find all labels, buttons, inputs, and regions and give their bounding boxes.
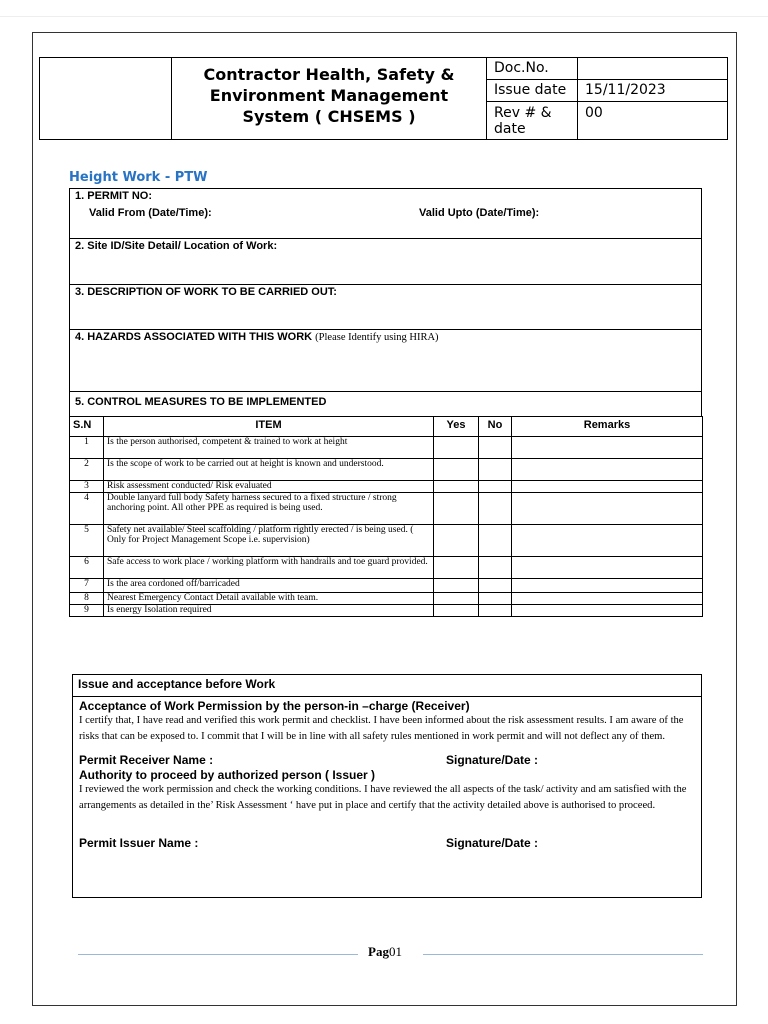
row-item: Safe access to work place / working platform with handrails and toe guard provided.: [104, 557, 434, 579]
row-remarks-cell[interactable]: [512, 525, 703, 557]
issuer-signature-label: Signature/Date :: [446, 836, 539, 850]
rev-label: Rev # & date: [487, 102, 578, 140]
row-no-cell[interactable]: [479, 593, 512, 605]
footer-rule-right: [423, 954, 703, 955]
row-item: Risk assessment conducted/ Risk evaluated: [104, 481, 434, 493]
issue-heading: Issue and acceptance before Work: [73, 675, 701, 697]
row-remarks-cell[interactable]: [512, 593, 703, 605]
row-sn: 2: [70, 459, 104, 481]
validity-row: [75, 207, 696, 219]
table-row: [70, 525, 703, 557]
row-no-cell[interactable]: [479, 493, 512, 525]
row-sn: 9: [70, 605, 104, 617]
permit-no-label: 1. PERMIT NO:: [75, 190, 153, 202]
receiver-signature-label: Signature/Date :: [446, 753, 539, 767]
document-title: Contractor Health, Safety & Environment Management System ( CHSEMS ): [172, 58, 487, 140]
row-remarks-cell[interactable]: [512, 493, 703, 525]
row-sn: 3: [70, 481, 104, 493]
row-remarks-cell[interactable]: [512, 605, 703, 617]
rev-value: 00: [578, 102, 728, 140]
row-remarks-cell[interactable]: [512, 481, 703, 493]
row-remarks-cell[interactable]: [512, 579, 703, 593]
col-header-no: No: [479, 417, 512, 437]
permit-form: [69, 188, 702, 417]
hazards-note: (Please Identify using HIRA): [315, 332, 439, 343]
table-row: [70, 493, 703, 525]
site-detail-block: [70, 239, 701, 285]
issuer-name-label: Permit Issuer Name :: [79, 836, 199, 850]
checklist-table: [69, 416, 703, 617]
row-yes-cell[interactable]: [434, 605, 479, 617]
row-yes-cell[interactable]: [434, 557, 479, 579]
page-prefix: Pag: [368, 944, 389, 959]
page-footer: [78, 944, 703, 964]
row-yes-cell[interactable]: [434, 481, 479, 493]
table-row: [70, 557, 703, 579]
row-item: Is the person authorised, competent & trained to work at height: [104, 437, 434, 459]
document-header: [39, 57, 728, 140]
row-item: Double lanyard full body Safety harness secured to a fixed structure / strong anchoring point. All other PPE as required is being used.: [104, 493, 434, 525]
row-remarks-cell[interactable]: [512, 437, 703, 459]
row-no-cell[interactable]: [479, 459, 512, 481]
row-sn: 4: [70, 493, 104, 525]
row-remarks-cell[interactable]: [512, 459, 703, 481]
col-header-item: ITEM: [104, 417, 434, 437]
top-divider: [0, 16, 768, 17]
authority-title: Authority to proceed by authorized person ( Issuer ): [79, 768, 376, 782]
control-label: 5. CONTROL MEASURES TO BE IMPLEMENTED: [75, 396, 327, 408]
valid-upto-label: Valid Upto (Date/Time):: [419, 207, 540, 219]
row-yes-cell[interactable]: [434, 579, 479, 593]
row-yes-cell[interactable]: [434, 593, 479, 605]
table-row: [70, 593, 703, 605]
description-label: 3. DESCRIPTION OF WORK TO BE CARRIED OUT:: [75, 286, 337, 298]
row-sn: 6: [70, 557, 104, 579]
issue-date-label: Issue date: [487, 80, 578, 102]
row-yes-cell[interactable]: [434, 459, 479, 481]
issue-date-value: 15/11/2023: [578, 80, 728, 102]
hazards-block: [70, 330, 701, 392]
row-item: Nearest Emergency Contact Detail available with team.: [104, 593, 434, 605]
row-yes-cell[interactable]: [434, 437, 479, 459]
page-number-value: 01: [388, 944, 402, 959]
logo-cell: [40, 58, 172, 140]
row-item: Safety net available/ Steel scaffolding / platform rightly erected / is being used. ( Only for Project Management Scope i.e. supervision): [104, 525, 434, 557]
row-remarks-cell[interactable]: [512, 557, 703, 579]
page-number: [368, 944, 402, 960]
receiver-signature-row: [73, 753, 701, 767]
section-title: Height Work - PTW: [69, 170, 208, 185]
authority-text: I reviewed the work permission and check the working conditions. I have reviewed the all aspects of the task/ activity and am satisfied with the arrangements as detailed in the’ Risk Assessment ‘ have put in place and certify that the activity detailed above is authorised to proceed.: [79, 784, 687, 811]
row-sn: 7: [70, 579, 104, 593]
row-sn: 5: [70, 525, 104, 557]
control-block: [70, 392, 701, 416]
description-block: [70, 285, 701, 330]
table-row: [70, 481, 703, 493]
site-detail-label: 2. Site ID/Site Detail/ Location of Work:: [75, 240, 278, 252]
row-no-cell[interactable]: [479, 579, 512, 593]
row-no-cell[interactable]: [479, 525, 512, 557]
row-no-cell[interactable]: [479, 605, 512, 617]
table-row: [70, 437, 703, 459]
issuer-signature-row: [73, 836, 701, 850]
checklist-header-row: [70, 417, 703, 437]
row-yes-cell[interactable]: [434, 525, 479, 557]
row-no-cell[interactable]: [479, 481, 512, 493]
row-sn: 8: [70, 593, 104, 605]
col-header-yes: Yes: [434, 417, 479, 437]
hazards-label: 4. HAZARDS ASSOCIATED WITH THIS WORK: [75, 331, 313, 343]
table-row: [70, 459, 703, 481]
doc-no-value: [578, 58, 728, 80]
permit-no-block: [70, 189, 701, 239]
row-yes-cell[interactable]: [434, 493, 479, 525]
doc-no-label: Doc.No.: [487, 58, 578, 80]
footer-rule-left: [78, 954, 358, 955]
row-sn: 1: [70, 437, 104, 459]
receiver-name-label: Permit Receiver Name :: [79, 753, 214, 767]
row-no-cell[interactable]: [479, 437, 512, 459]
row-item: Is the scope of work to be carried out at height is known and understood.: [104, 459, 434, 481]
issue-acceptance-box: [72, 674, 702, 898]
table-row: [70, 579, 703, 593]
row-no-cell[interactable]: [479, 557, 512, 579]
row-item: Is the area cordoned off/barricaded: [104, 579, 434, 593]
acceptance-title: Acceptance of Work Permission by the person-in –charge (Receiver): [79, 699, 470, 713]
col-header-sn: S.N: [70, 417, 104, 437]
col-header-remarks: Remarks: [512, 417, 703, 437]
row-item: Is energy Isolation required: [104, 605, 434, 617]
valid-from-label: Valid From (Date/Time):: [89, 207, 212, 219]
acceptance-text: I certify that, I have read and verified this work permit and checklist. I have been informed about the risk assessment results. I am aware of the risks that can be exposed to. I commit that I will be in line with all safety rules mentioned in work permit and will not deflect any of them.: [79, 715, 684, 742]
table-row: [70, 605, 703, 617]
